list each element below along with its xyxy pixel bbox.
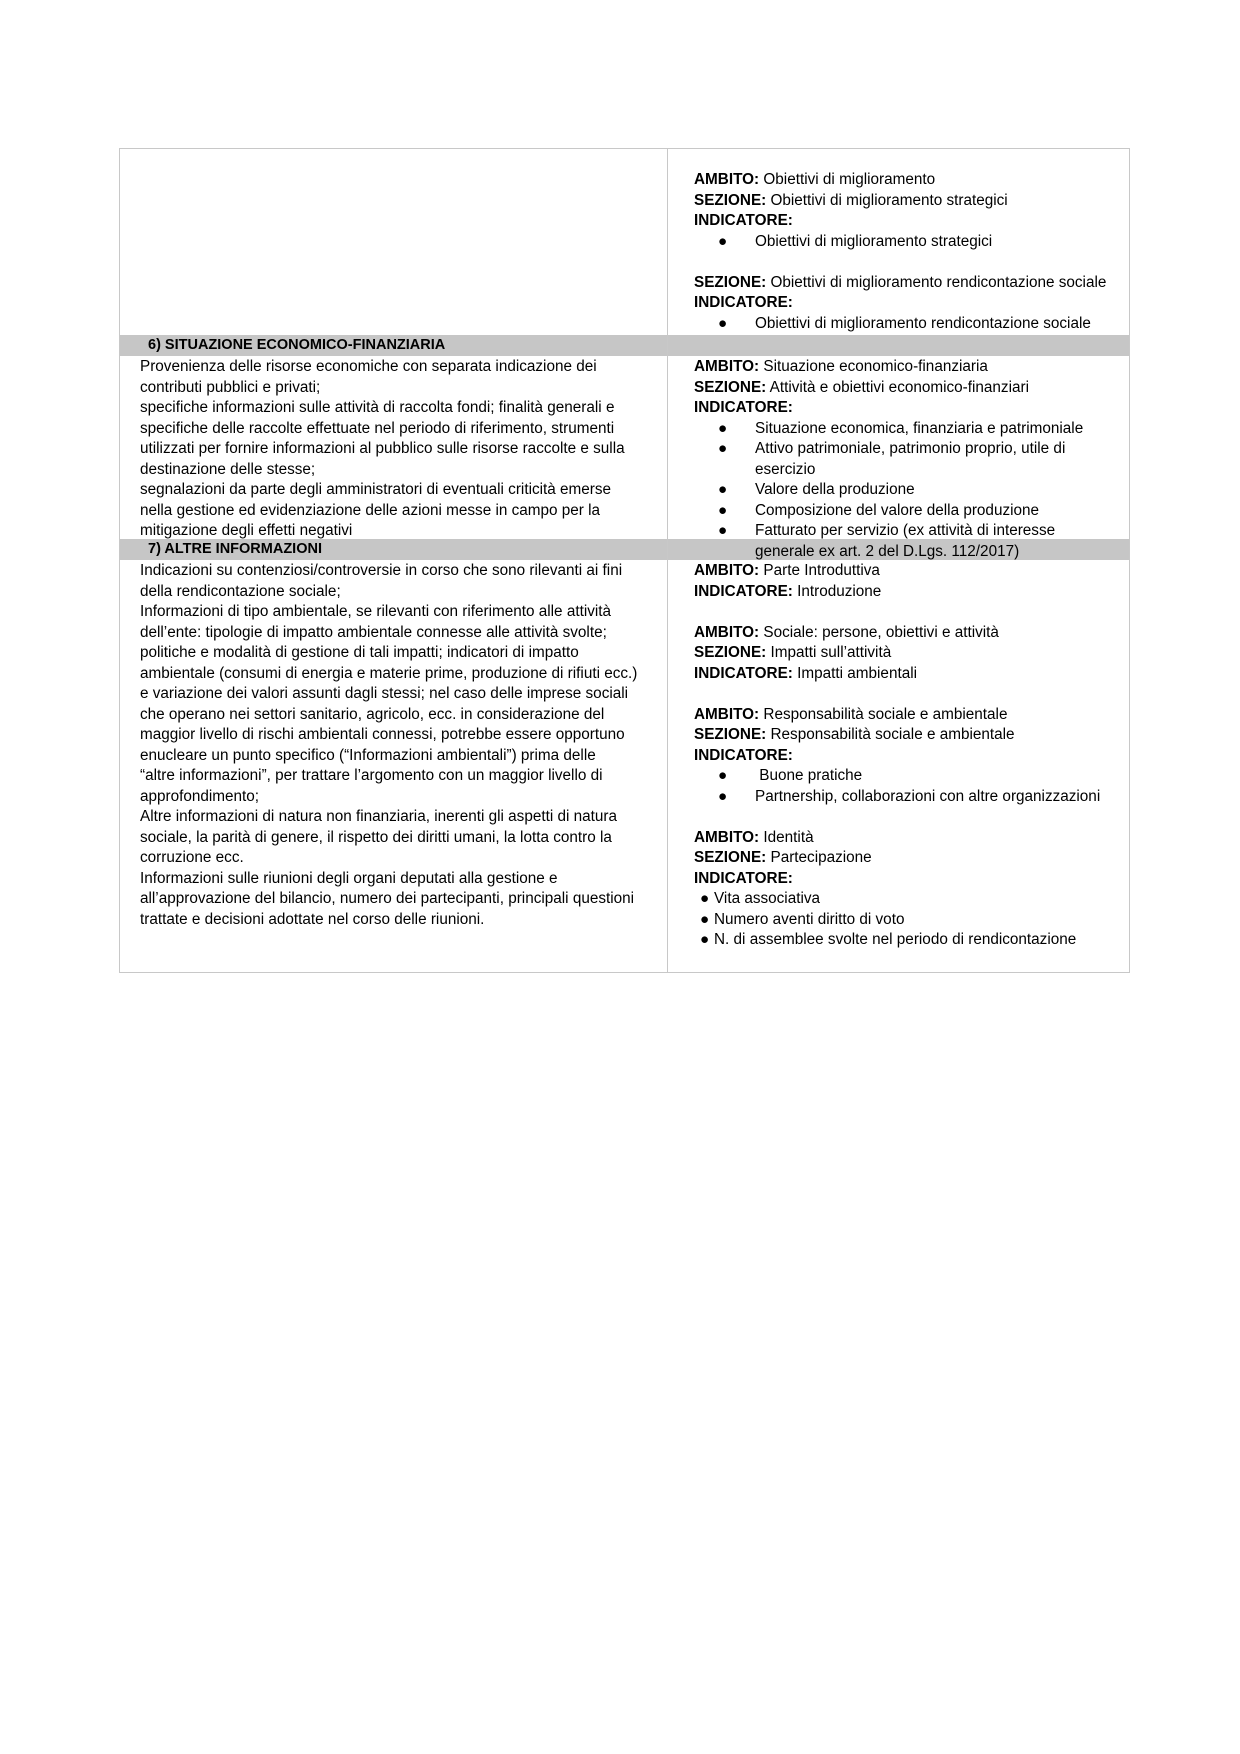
text-line: corruzione ecc. bbox=[140, 849, 244, 866]
indicatore-label: INDICATORE: bbox=[694, 746, 793, 764]
list-item: ● Obiettivi di miglioramento rendicontazione sociale bbox=[694, 314, 1115, 335]
text-line: sociale, la parità di genere, il rispetto dei diritti umani, la lotta contro la bbox=[140, 828, 612, 846]
text-line: Altre informazioni di natura non finanziaria, inerenti gli aspetti di natura bbox=[140, 808, 618, 825]
list-item: ● Vita associativa bbox=[694, 889, 1115, 910]
bullet-icon: ● bbox=[718, 314, 728, 332]
ambito-line: AMBITO: Responsabilità sociale e ambientale bbox=[694, 705, 1008, 723]
indicatore-label: INDICATORE: bbox=[694, 294, 793, 311]
list-item: ● Valore della produzione bbox=[694, 480, 1115, 501]
bullet-icon: ● bbox=[718, 767, 728, 784]
bullet-icon: ● bbox=[718, 787, 728, 805]
text-line: politiche e modalità di gestione di tali impatti; indicatori di impatto bbox=[140, 644, 579, 661]
bullet-icon: ● bbox=[700, 931, 710, 948]
section-header-fill bbox=[668, 335, 1129, 356]
indicator-list bbox=[694, 314, 1115, 335]
text-line: dell’ente: tipologie di impatto ambientale connesse alle attività svolte; bbox=[140, 623, 607, 641]
row-section-7 bbox=[120, 560, 1129, 972]
text-line: “altre informazioni”, per trattare l’argomento con un maggior livello di bbox=[140, 767, 603, 784]
ambito-line: AMBITO: Parte Introduttiva bbox=[694, 562, 880, 579]
bullet-icon: ● bbox=[700, 890, 710, 907]
report-table bbox=[119, 148, 1130, 973]
right-cell-section-6 bbox=[668, 356, 1129, 560]
text-line: che operano nei settori sanitario, agricolo, ecc. in considerazione del bbox=[140, 705, 605, 723]
sezione-line: SEZIONE: Obiettivi di miglioramento rendicontazione sociale bbox=[694, 273, 1107, 291]
text-line: utilizzati per fornire informazioni al pubblico sulle risorse raccolte e sulla bbox=[140, 440, 625, 457]
indicator-list bbox=[694, 889, 1115, 951]
list-item: ● Attivo patrimoniale, patrimonio proprio, utile di esercizio bbox=[718, 440, 1066, 478]
bullet-icon: ● bbox=[700, 910, 710, 928]
text-line: Indicazioni su contenziosi/controversie in corso che sono rilevanti ai fini bbox=[140, 562, 623, 579]
text-line: Informazioni sulle riunioni degli organi deputati alla gestione e bbox=[140, 869, 558, 887]
bullet-icon: ● bbox=[718, 440, 728, 457]
text-line: Informazioni di tipo ambientale, se rilevanti con riferimento alle attività bbox=[140, 603, 612, 620]
text-line: nella gestione ed evidenziazione delle azioni messe in campo per la bbox=[140, 501, 601, 519]
section-title: 7) ALTRE INFORMAZIONI bbox=[120, 539, 668, 560]
indicatore-line: INDICATORE: Introduzione bbox=[694, 582, 882, 600]
sezione-line: SEZIONE: Attività e obiettivi economico-finanziari bbox=[694, 378, 1029, 396]
text-line: contributi pubblici e privati; bbox=[140, 378, 321, 396]
ambito-line: AMBITO: Situazione economico-finanziaria bbox=[694, 358, 988, 375]
text-line: della rendicontazione sociale; bbox=[140, 582, 341, 600]
text-line: segnalazioni da parte degli amministratori di eventuali criticità emerse bbox=[140, 481, 612, 498]
text-line: trattate e decisioni adottate nel corso delle riunioni. bbox=[140, 910, 485, 928]
row-obiettivi bbox=[120, 149, 1129, 335]
sezione-line: SEZIONE: Impatti sull’attività bbox=[694, 644, 892, 661]
text-line: all’approvazione del bilancio, numero dei partecipanti, principali questioni bbox=[140, 890, 635, 907]
bullet-icon: ● bbox=[718, 501, 728, 519]
sezione-line: SEZIONE: Obiettivi di miglioramento strategici bbox=[694, 191, 1008, 209]
indicator-list bbox=[694, 419, 1115, 563]
text-line: ambientale (consumi di energia e materie prime, produzione di rifiuti ecc.) bbox=[140, 664, 638, 682]
list-item: ● Partnership, collaborazioni con altre organizzazioni bbox=[694, 787, 1115, 808]
indicatore-line: INDICATORE: Impatti ambientali bbox=[694, 664, 918, 682]
sezione-line: SEZIONE: Responsabilità sociale e ambientale bbox=[694, 726, 1015, 743]
empty-left-cell bbox=[120, 149, 668, 335]
indicator-list bbox=[694, 232, 1115, 253]
ambito-line: AMBITO: Sociale: persone, obiettivi e attività bbox=[694, 623, 999, 641]
left-cell-description bbox=[120, 560, 668, 972]
list-item: ● Situazione economica, finanziaria e patrimoniale bbox=[694, 419, 1115, 440]
text-line: Provenienza delle risorse economiche con separata indicazione dei bbox=[140, 358, 597, 375]
text-line: maggior livello di rischi ambientali connessi, potrebbe essere opportuno bbox=[140, 726, 625, 743]
right-cell-section-7 bbox=[668, 560, 1129, 972]
list-item: ● N. di assemblee svolte nel periodo di rendicontazione bbox=[694, 930, 1115, 951]
bullet-icon: ● bbox=[718, 419, 728, 437]
list-item: ● Numero aventi diritto di voto bbox=[694, 910, 1115, 931]
text-line: specifiche informazioni sulle attività di raccolta fondi; finalità generali e bbox=[140, 399, 615, 416]
list-item: ● Fatturato per servizio (ex attività di interesse generale ex art. 2 del D.Lgs. 112/2017) bbox=[718, 522, 1056, 560]
indicator-list bbox=[694, 766, 1115, 807]
section-header-6 bbox=[120, 335, 1129, 356]
right-cell-obiettivi bbox=[668, 149, 1129, 335]
left-cell-description bbox=[120, 356, 668, 539]
sezione-line: SEZIONE: Partecipazione bbox=[694, 849, 872, 866]
ambito-line: AMBITO: Identità bbox=[694, 828, 814, 846]
bullet-icon: ● bbox=[718, 522, 728, 539]
bullet-icon: ● bbox=[718, 232, 728, 250]
list-item: ● Buone pratiche bbox=[694, 766, 1115, 787]
text-line: mitigazione degli effetti negativi bbox=[140, 522, 353, 539]
list-item: ● Obiettivi di miglioramento strategici bbox=[694, 232, 1115, 253]
indicatore-label: INDICATORE: bbox=[694, 869, 793, 887]
text-line: e variazione dei valori assunti dagli stessi; nel caso delle imprese sociali bbox=[140, 685, 629, 702]
ambito-line: AMBITO: Obiettivi di miglioramento bbox=[694, 171, 936, 188]
text-line: enucleare un punto specifico (“Informazioni ambientali”) prima delle bbox=[140, 746, 596, 764]
bullet-icon: ● bbox=[718, 481, 728, 498]
indicatore-label: INDICATORE: bbox=[694, 399, 793, 416]
text-line: destinazione delle stesse; bbox=[140, 460, 316, 478]
indicatore-label: INDICATORE: bbox=[694, 212, 793, 229]
list-item: ● Composizione del valore della produzione bbox=[694, 501, 1115, 522]
section-title: 6) SITUAZIONE ECONOMICO-FINANZIARIA bbox=[120, 335, 668, 356]
text-line: specifiche delle raccolte effettuate nel periodo di riferimento, strumenti bbox=[140, 419, 615, 437]
text-line: approfondimento; bbox=[140, 787, 260, 805]
